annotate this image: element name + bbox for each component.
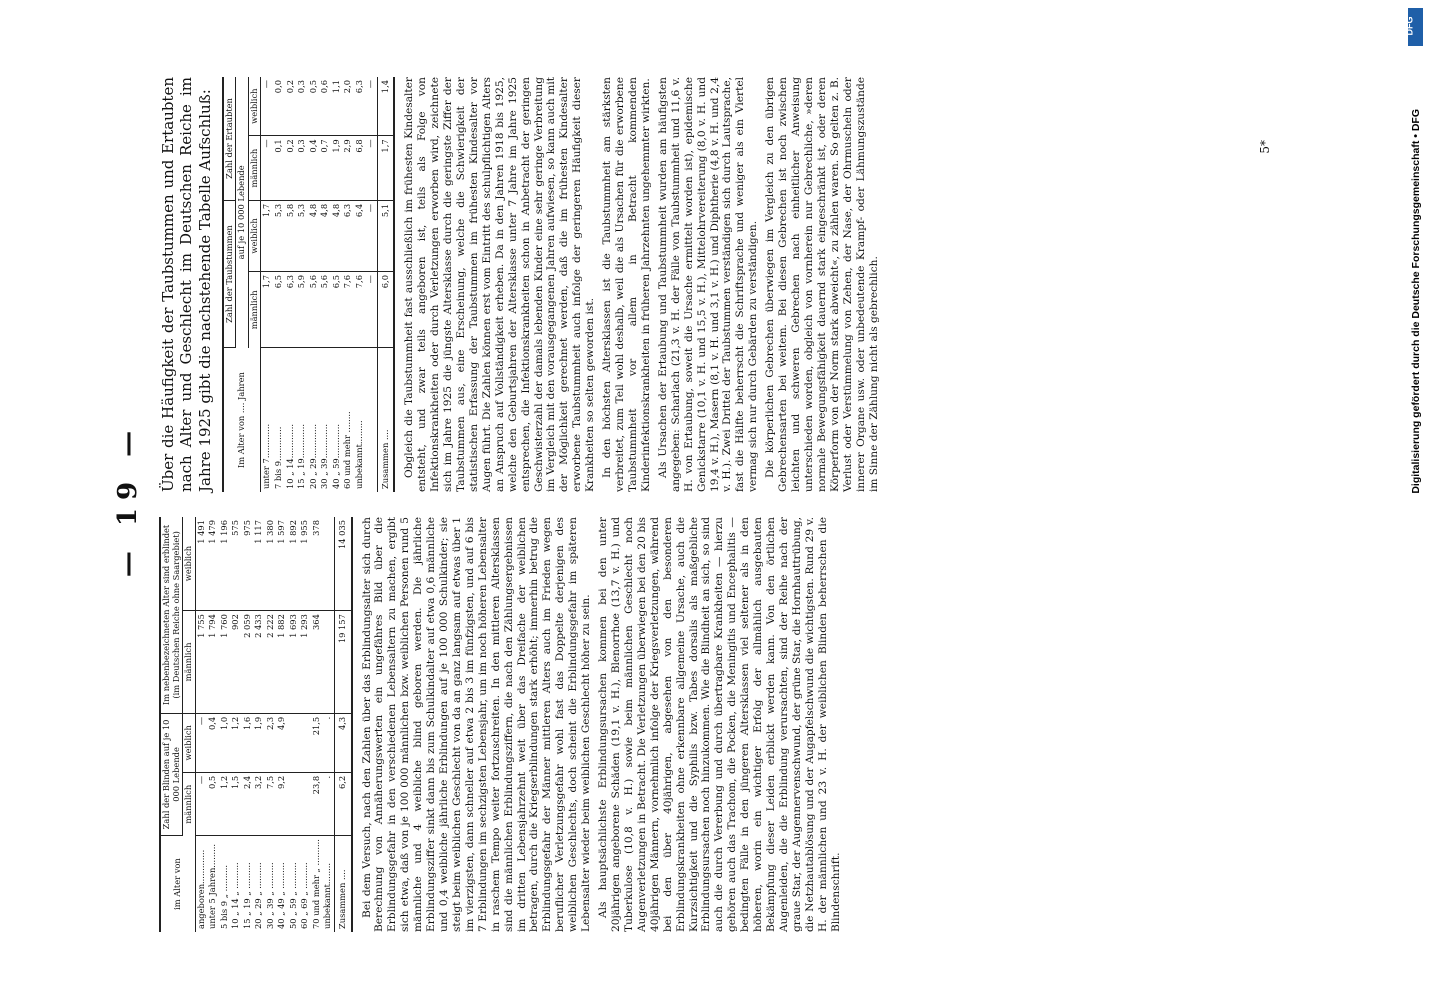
value-cell: 1 293 (299, 611, 311, 714)
value-cell: — (195, 772, 207, 835)
value-cell: 0,4 (207, 713, 219, 772)
table-row (195, 517, 207, 932)
value-cell: 5,8 (285, 200, 297, 271)
value-cell: 4,8 (308, 200, 320, 271)
value-cell (299, 713, 311, 772)
table-row (342, 77, 354, 492)
value-cell: 0,5 (308, 77, 320, 136)
value-cell: 2,9 (342, 136, 354, 201)
value-cell: 1 491 (195, 517, 207, 611)
age-cell: 30 „ 39............. (319, 424, 330, 489)
value-cell: 6,8 (354, 136, 366, 201)
age-cell: unbekannt........ (322, 862, 333, 929)
male-header: männlich (248, 272, 261, 348)
value-cell: 1,2 (219, 772, 231, 835)
value-cell: 5,6 (319, 272, 331, 348)
value-cell: 21,5 (311, 713, 323, 772)
body-paragraph: Als Ursachen der Ertaubung und Taubstummheit wurden am häufigsten angegeben: Scharlach (21,3 v. H. der Fälle von Taubstummheit und 11,6 v. H. von Ertaubung, soweit die Ursache ermittelt worden ist), epidemische Genickstarre (10,1 v. H. und 15,5 v. H.), Mittelohrvereiterung (8,0 v. H. und 19,4 v. H.), Masern (8,1 v. H. und 3,1 v. H.) und Diphtherie (4,8 v. H. und 2,4 v. H.). Zwei Drittel der Taubstummen verständigen sich durch Lautsprache, fast die Hälfte beherrscht die Schriftsprache und weniger als ein Viertel vermag sich nur durch Gebärden zu verständigen. (656, 77, 760, 492)
value-cell: 0,5 (207, 772, 219, 835)
value-cell: 4,8 (319, 200, 331, 271)
value-cell: 1,9 (331, 136, 343, 201)
sum-value: 6,2 (334, 772, 351, 835)
table-sum-row (334, 517, 351, 932)
value-cell: 0,1 (273, 136, 285, 201)
table-row (242, 517, 254, 932)
female-header: weiblich (183, 713, 196, 772)
sum-value: 5,1 (377, 200, 394, 271)
value-cell: 0,7 (319, 136, 331, 201)
table-row (288, 517, 300, 932)
value-cell: 3,2 (253, 772, 265, 835)
value-cell: 2,4 (242, 772, 254, 835)
age-cell (365, 348, 377, 492)
value-cell: 378 (311, 517, 323, 611)
value-cell: 1 892 (288, 517, 300, 611)
table-sum-row (377, 77, 394, 492)
sum-value: 6,0 (377, 272, 394, 348)
sum-value: 4,3 (334, 713, 351, 772)
table-row (354, 77, 366, 492)
body-paragraph: In den höchsten Altersklassen ist die Taubstummheit am stärksten verbreitet, zum Teil wohl deshalb, weil die als Ursachen für die erworbene Taubstummheit vor allem in Betracht kommenden Kinderinfektionskrankheiten in früheren Jahrzehnten ungehemmter wirkten. (601, 77, 652, 492)
table-row (308, 77, 320, 492)
age-cell: 10 „ 14............. (284, 424, 295, 489)
table-row (276, 517, 288, 932)
value-cell: 7,6 (342, 272, 354, 348)
table-row (253, 517, 265, 932)
value-cell: 1,7 (261, 272, 273, 348)
value-cell: 0,0 (273, 77, 285, 136)
value-cell: 2 222 (265, 611, 277, 714)
value-cell: 0,3 (296, 77, 308, 136)
deafmute-header: Zahl der Taubstummen (223, 200, 236, 347)
value-cell: 1 479 (207, 517, 219, 611)
value-cell: 1,0 (219, 713, 231, 772)
body-paragraph: Bei dem Versuch, nach den Zahlen über das Erblindungsalter sich durch Berechnung von Annäherungswerten ein ungefähres Bild über die Erblindungsgefahr in den verschiedenen Lebensaltern zu machen, ergibt sich etwa, daß von je 100 000 männlichen bzw. weiblichen Personen rund 5 männliche und 4 weibliche blind geboren werden. Die jährliche Erblindungsziffer sinkt dann bis zum Schulkindalter auf etwa 0,6 männliche und 0,4 weibliche jährliche Erblindungen auf je 100 000 Schulkinder; sie steigt beim weiblichen Geschlecht von da an ganz langsam auf etwas über 1 im vierzigsten, dann schneller auf etwa 2 bis 3 im fünfzigsten, und auf 6 bis 7 Erblindungen im sechzigsten Lebensjahr, um im noch höheren Lebensalter in raschem Tempo weiter fortzuschreiten. In den mittleren Altersklassen sind die männlichen Erblindungsziffern, die nach den Zählungsergebnissen im dritten Lebensjahrzehnt weit über das Dreifache der weiblichen betragen, durch die Kriegserblindungen stark erhöht; immerhin betrug die Erblindungsgefahr der Männer mittleren Alters auch im Frieden wegen beruflicher Verletzungsgefahr wohl fast das Doppelte derjenigen des weiblichen Geschlechts, doch scheint die Erblindungsgefahr im späteren Lebensalter wieder beim weiblichen Geschlecht höher zu sein. (360, 517, 593, 932)
value-cell: 1 955 (299, 517, 311, 611)
value-cell: 2 059 (242, 611, 254, 714)
body-paragraph: Obgleich die Taubstummheit fast ausschließlich im frühesten Kindesalter entsteht, und zwar teils angeboren ist, teils als Folge von Infektionskrankheiten oder durch Verletzungen erworben wird, zeichnete sich im Jahre 1925 die jüngste Altersklasse durch die geringste Ziffer der Taubstummen aus, eine Erscheinung, welche die Schwierigkeit der statistischen Erfassung der Taubstummen im frühesten Kindesalter vor Augen führt. Die Zahlen können erst vom Eintritt des schulpflichtigen Alters an Anspruch auf Vollständigkeit erheben. Da in den Jahren 1918 bis 1925, welche den Geburtsjahren der Altersklasse unter 7 Jahre im Jahre 1925 entsprechen, die Infektionskrankheiten schon in Anbetracht der geringen Geschwisterzahl der damals lebenden Kinder eine sehr geringe Verbreitung im Vergleich mit den vorausgegangenen Jahren aufwiesen, so kann auch mit der Möglichkeit gerechnet werden, daß die im frühesten Kindesalter erworbene Taubstummheit auch infolge der geringeren Häufigkeit dieser Krankheiten so selten geworden ist. (403, 77, 597, 492)
value-cell: 23,8 (311, 772, 323, 835)
value-cell: — (365, 77, 377, 136)
age-cell: 10 „ 14 „ .......... (230, 862, 241, 929)
sum-value: 1,7 (377, 136, 394, 201)
age-cell: unbekannt......... (353, 420, 364, 489)
value-cell: — (261, 136, 273, 201)
age-cell: 60 „ 69 „ .......... (299, 862, 310, 929)
age-cell: 5 bis 9 „ .......... (218, 864, 229, 929)
dfg-credit-bar (1404, 0, 1428, 1000)
age-cell: 30 „ 39 „ .......... (264, 862, 275, 929)
table-row (296, 77, 308, 492)
value-cell (299, 772, 311, 835)
value-cell (322, 611, 334, 714)
value-cell: 6,3 (354, 77, 366, 136)
age-cell: 20 „ 29............. (307, 424, 318, 489)
page-signature: 5* (1258, 140, 1273, 154)
value-cell: 0,2 (285, 77, 297, 136)
value-cell: 364 (311, 611, 323, 714)
value-cell: 6,5 (331, 272, 343, 348)
value-cell: 1 882 (276, 611, 288, 714)
age-cell: 40 „ 49 „ .......... (276, 862, 287, 929)
age-cell: 50 „ 59 „ .......... (287, 862, 298, 929)
table-row (311, 517, 323, 932)
value-cell: 902 (230, 611, 242, 714)
table-row (273, 77, 285, 492)
value-cell: — (365, 272, 377, 348)
sum-value: 1,4 (377, 77, 394, 136)
value-cell: 1,6 (242, 713, 254, 772)
sum-label: Zusammen .... (377, 348, 394, 492)
value-cell: 1 196 (219, 517, 231, 611)
table-row (230, 517, 242, 932)
value-cell: 2 433 (253, 611, 265, 714)
value-cell: 5,9 (296, 272, 308, 348)
value-cell: 0,6 (319, 77, 331, 136)
female-header: weiblich (183, 517, 196, 611)
value-cell: 9,2 (276, 772, 288, 835)
body-paragraph: Als hauptsächlichste Erblindungsursachen kommen bei den unter 20jährigen angeborene Schäden (19,1 v. H.), Blenorrhoe (13,7 v. H.) und Tuberkulose (10,8 v. H.) sowie beim männlichen Geschlecht noch Augenverletzungen in Betracht. Die Verletzungen überwiegen bei den 20 bis 40jährigen Männern, vornehmlich infolge der Kriegsverletzungen, während bei den über 40jährigen, abgesehen von den besonderen Erblindungskrankheiten ohne erkennbare allgemeine Ursache, auch die Kurzsichtigkeit und die Syphilis bzw. Tabes dorsalis als maßgebliche Erblindungsursachen noch hinzukommen. Wie die Blindheit an sich, so sind auch die durch Vererbung und durch übertragbare Krankheiten — hierzu gehören auch das Trachom, die Pocken, die Meningitis und Encephalitis — bedingten Fälle in den jüngeren Altersklassen viel seltener als in den höheren, worin ein wichtiger Erfolg der allmählich ausgebauten Bekämpfung dieser Leiden erblickt werden kann. Von den örtlichen Augenleiden, die die Erblindung verursachten, sind der Reihe nach der graue Star, der Augennervenschwund, der grüne Star, die Hornhauttrübung, die Netzhautablösung und der Augapfelschwund die wichtigsten. Rund 29 v. H. der männlichen und 23 v. H. der weiblichen Blinden beherrschen die Blindenschrift. (597, 517, 842, 932)
value-cell: 5,6 (308, 272, 320, 348)
value-cell: . (322, 772, 334, 835)
age-cell: 15 „ 19 „ .......... (241, 862, 252, 929)
age-cell: 20 „ 29 „ .......... (253, 862, 264, 929)
table-row (322, 517, 334, 932)
dfg-logo-text: DFG (1404, 16, 1415, 36)
right-column (159, 77, 885, 492)
value-cell: 2,0 (342, 77, 354, 136)
value-cell: — (195, 713, 207, 772)
table-row (219, 517, 231, 932)
value-cell: 4,8 (331, 200, 343, 271)
value-cell: — (261, 77, 273, 136)
book-page (107, 60, 1287, 940)
value-cell: 575 (230, 517, 242, 611)
value-cell: 975 (242, 517, 254, 611)
table-row (319, 77, 331, 492)
female-header: weiblich (248, 200, 261, 271)
value-cell (322, 517, 334, 611)
page-number: — 19 — (113, 422, 143, 578)
blinded-at-age-header: Im nebenbezeichneten Alter sind erblindet (im Deutschen Reiche ohne Saargebiet) (160, 517, 183, 713)
sum-label: Zusammen .... (334, 836, 351, 932)
sum-value: 19 157 (334, 611, 351, 714)
table-row (265, 517, 277, 932)
value-cell (288, 713, 300, 772)
value-cell: 1 760 (219, 611, 231, 714)
age-cell: 60 und mehr ........ (342, 411, 353, 489)
blind-per-10000-header: Zahl der Blinden auf je 10 000 Lebende (160, 713, 183, 835)
male-header: männlich (248, 136, 261, 201)
value-cell: 5,3 (296, 200, 308, 271)
age-cell: 7 bis 9............. (273, 426, 284, 489)
deaf-statistics-table (222, 77, 395, 492)
age-header: im Alter von (160, 836, 195, 932)
value-cell: — (365, 200, 377, 271)
value-cell: 6,4 (354, 200, 366, 271)
value-cell: 1 794 (207, 611, 219, 714)
age-cell: unter 7............. (261, 423, 272, 489)
table-row (207, 517, 219, 932)
value-cell: 4,9 (276, 713, 288, 772)
value-cell: 1 117 (253, 517, 265, 611)
sum-value: 14 035 (334, 517, 351, 611)
female-header: weiblich (248, 77, 261, 136)
value-cell: . (322, 713, 334, 772)
table-row (365, 77, 377, 492)
value-cell: 1 693 (288, 611, 300, 714)
value-cell: 1,9 (253, 713, 265, 772)
value-cell: 5,3 (273, 200, 285, 271)
male-header: männlich (183, 772, 196, 835)
left-column (159, 517, 847, 932)
value-cell: 1 597 (276, 517, 288, 611)
value-cell: 7,5 (265, 772, 277, 835)
dfg-credit-text: Digitalisierung gefördert durch die Deutsche Forschungsgemeinschaft • DFG (1410, 109, 1422, 494)
table-row (261, 77, 273, 492)
age-cell: 70 und mehr „ .......... (310, 839, 321, 929)
table-row (331, 77, 343, 492)
value-cell: 6,3 (285, 272, 297, 348)
age-header: Im Alter von .... Jahren (223, 348, 261, 492)
age-cell: 40 „ 59............. (330, 424, 341, 489)
value-cell: 1,2 (230, 713, 242, 772)
value-cell: 1,1 (331, 77, 343, 136)
per-10000-header: auf je 10 000 Lebende (236, 77, 249, 348)
table-row (299, 517, 311, 932)
age-cell: angeboren............. (195, 849, 206, 929)
value-cell: 2,3 (265, 713, 277, 772)
value-cell: 1,5 (230, 772, 242, 835)
value-cell (288, 772, 300, 835)
intro-heading: Über die Häufigkeit der Taubstummen und Ertaubten nach Alter und Geschlecht im Deutschen Reiche im Jahre 1925 gibt die nachstehende Tabelle Aufschluß: (159, 77, 214, 492)
deafened-header: Zahl der Ertaubten (223, 77, 236, 200)
body-paragraph: Die körperlichen Gebrechen überwiegen im Vergleich zu den übrigen Gebrechensarten bei weitem. Bei diesen Gebrechen ist noch zwischen leichten und schweren Gebrechen nach einheitlicher Anweisung unterschieden worden, obgleich von vornherein nur Gebrechliche, »deren normale Bewegungsfähigkeit dauernd stark eingeschränkt ist, oder deren Körperform von der Norm stark abweicht«, zu zählen waren. So gelten z. B. Verlust oder Verstümmelung von Zehen, der Nase, der Ohrmuscheln oder innerer Organe usw. oder unbedeutende Krampf- oder Lähmungszustände im Sinne der Zählung nicht als gebrechlich. (764, 77, 880, 492)
value-cell: 0,2 (285, 136, 297, 201)
table-row (285, 77, 297, 492)
value-cell: 6,5 (273, 272, 285, 348)
male-header: männlich (183, 611, 196, 714)
value-cell: 0,4 (308, 136, 320, 201)
value-cell: 1 380 (265, 517, 277, 611)
value-cell: 7,6 (354, 272, 366, 348)
value-cell: 1 755 (195, 611, 207, 714)
value-cell: — (365, 136, 377, 201)
age-cell: 15 „ 19............. (296, 424, 307, 489)
value-cell: 6,3 (342, 200, 354, 271)
dfg-logo (1404, 8, 1423, 46)
age-cell: unter 5 Jahren......... (207, 843, 218, 929)
value-cell: 0,3 (296, 136, 308, 201)
blind-statistics-table (159, 517, 353, 932)
value-cell: 1,7 (261, 200, 273, 271)
